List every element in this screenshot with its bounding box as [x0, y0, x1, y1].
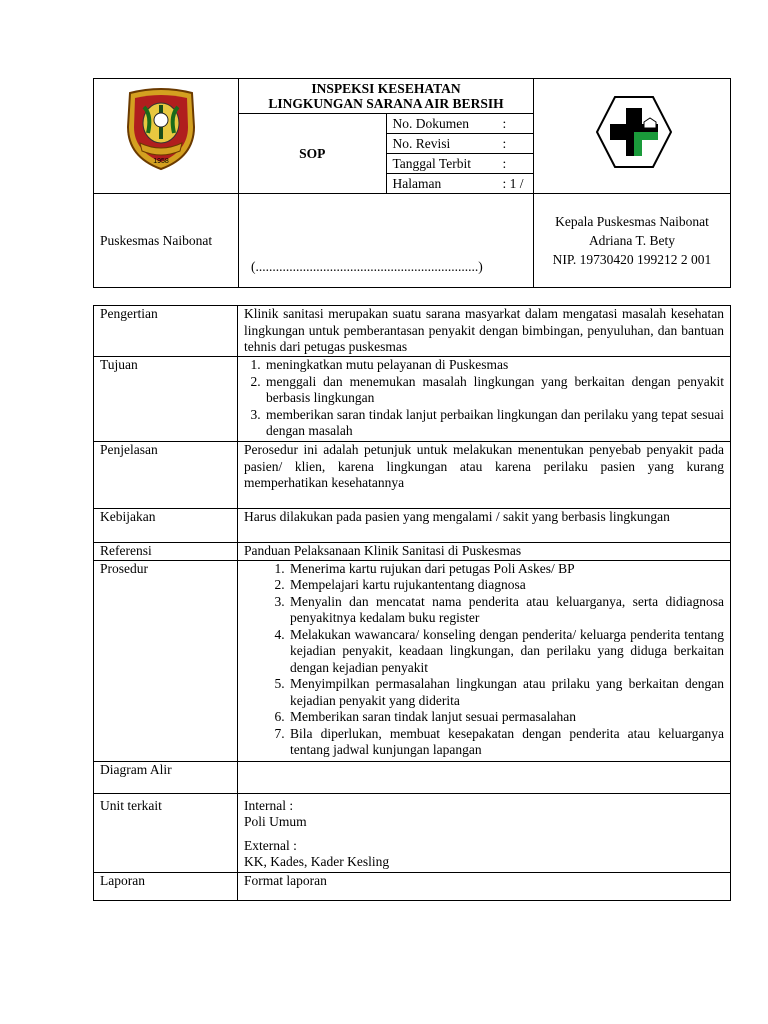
- list-item: 5. Menyimpilkan permasalahan lingkungan atau prilaku yang berkaitan dengan kejadian penyakit yang diderita: [288, 676, 724, 709]
- pengertian-label: Pengertian: [94, 306, 238, 357]
- diagram-content: [238, 761, 731, 793]
- meta-label: Halaman: [387, 174, 497, 194]
- regional-emblem-logo: [122, 87, 200, 171]
- unit-label: Unit terkait: [94, 793, 238, 872]
- list-item: 2. Mempelajari kartu rujukantentang diagnosa: [288, 577, 724, 594]
- list-item: 1. meningkatkan mutu pelayanan di Puskesmas: [264, 357, 724, 374]
- penjelasan-text: Perosedur ini adalah petunjuk untuk melakukan menentukan penyebab penyakit pada pasien/ klien, karena lingkungan atau karena perilaku pasien yang kurang memperhatikan kesehatannya: [238, 442, 731, 509]
- list-item: 3. Menyalin dan mencatat nama penderita atau keluarganya, serta didiagnosa penyakitnya kedalam buku register: [288, 594, 724, 627]
- kepala-name: Adriana T. Bety: [588, 233, 676, 248]
- sop-body-table: [93, 305, 731, 901]
- external-value: KK, Kades, Kader Kesling: [244, 854, 390, 869]
- tujuan-label: Tujuan: [94, 357, 238, 442]
- list-item: 1. Menerima kartu rujukan dari petugas Poli Askes/ BP: [288, 561, 724, 578]
- document-title: [239, 79, 533, 114]
- kepala-title: Kepala Puskesmas Naibonat: [555, 214, 709, 229]
- unit-content: [238, 793, 731, 872]
- list-item: 7. Bila diperlukan, membuat kesepakatan dengan penderita atau keluarganya tentang jadwal kunjungan lapangan: [288, 726, 724, 759]
- meta-value: : 1 /: [497, 174, 534, 194]
- kepala-nip: NIP. 19730420 199212 2 001: [552, 252, 712, 267]
- list-item: 4. Melakukan wawancara/ konseling dengan penderita/ keluarga penderita tentang kejadian penyakit, keadaan lingkungan, dan perilaku yang diduga berkaitan dengan kejadian penyakit: [288, 627, 724, 677]
- prosedur-list: [244, 561, 724, 759]
- list-item: 3. memberikan saran tindak lanjut perbaikan lingkungan dan perilaku yang tepat sesuai dengan masalah: [264, 407, 724, 440]
- tujuan-content: [238, 357, 731, 442]
- title-line-1: INSPEKSI KESEHATAN: [311, 81, 461, 96]
- prosedur-content: [238, 560, 731, 761]
- meta-value: :: [502, 115, 507, 131]
- referensi-label: Referensi: [94, 543, 238, 561]
- internal-value: Poli Umum: [244, 814, 307, 829]
- meta-label: No. Dokumen: [392, 115, 469, 131]
- puskesmas-name: Puskesmas Naibonat: [94, 194, 239, 288]
- sop-label: SOP: [239, 114, 386, 194]
- penjelasan-label: Penjelasan: [94, 442, 238, 509]
- external-label: External :: [244, 837, 297, 853]
- laporan-text: Format laporan: [238, 872, 731, 900]
- puskesmas-logo: [596, 94, 672, 170]
- list-item: 6. Memberikan saran tindak lanjut sesuai permasalahan: [288, 709, 724, 726]
- title-cell: [239, 79, 534, 194]
- kebijakan-text: Harus dilakukan pada pasien yang mengalami / sakit yang berbasis lingkungan: [238, 509, 731, 543]
- meta-label: Tanggal Terbit: [387, 154, 497, 174]
- emblem-year: 1958: [153, 158, 169, 165]
- diagram-label: Diagram Alir: [94, 761, 238, 793]
- internal-label: Internal :: [244, 797, 294, 813]
- kepala-block: [534, 194, 731, 288]
- meta-value: :: [497, 134, 534, 154]
- referensi-text: Panduan Pelaksanaan Klinik Sanitasi di Puskesmas: [238, 543, 731, 561]
- list-item: 2. menggali dan menemukan masalah lingkungan yang berkaitan dengan penyakit berbasis lingkungan: [264, 374, 724, 407]
- meta-value: :: [497, 154, 534, 174]
- kebijakan-label: Kebijakan: [94, 509, 238, 543]
- prosedur-label: Prosedur: [94, 560, 238, 761]
- signature-line: (..................................................................): [239, 194, 534, 288]
- meta-table: [387, 114, 534, 193]
- title-line-2: LINGKUNGAN SARANA AIR BERSIH: [268, 96, 504, 111]
- pengertian-text: Klinik sanitasi merupakan suatu sarana masyarkat dalam mengatasi masalah kesehatan lingkungan untuk pemberantasan penyakit dengan bimbingan, penyuluhan, dan bantuan tehnis dari petugas puskesmas: [238, 306, 731, 357]
- tujuan-list: [244, 357, 724, 440]
- meta-label: No. Revisi: [387, 134, 497, 154]
- laporan-label: Laporan: [94, 872, 238, 900]
